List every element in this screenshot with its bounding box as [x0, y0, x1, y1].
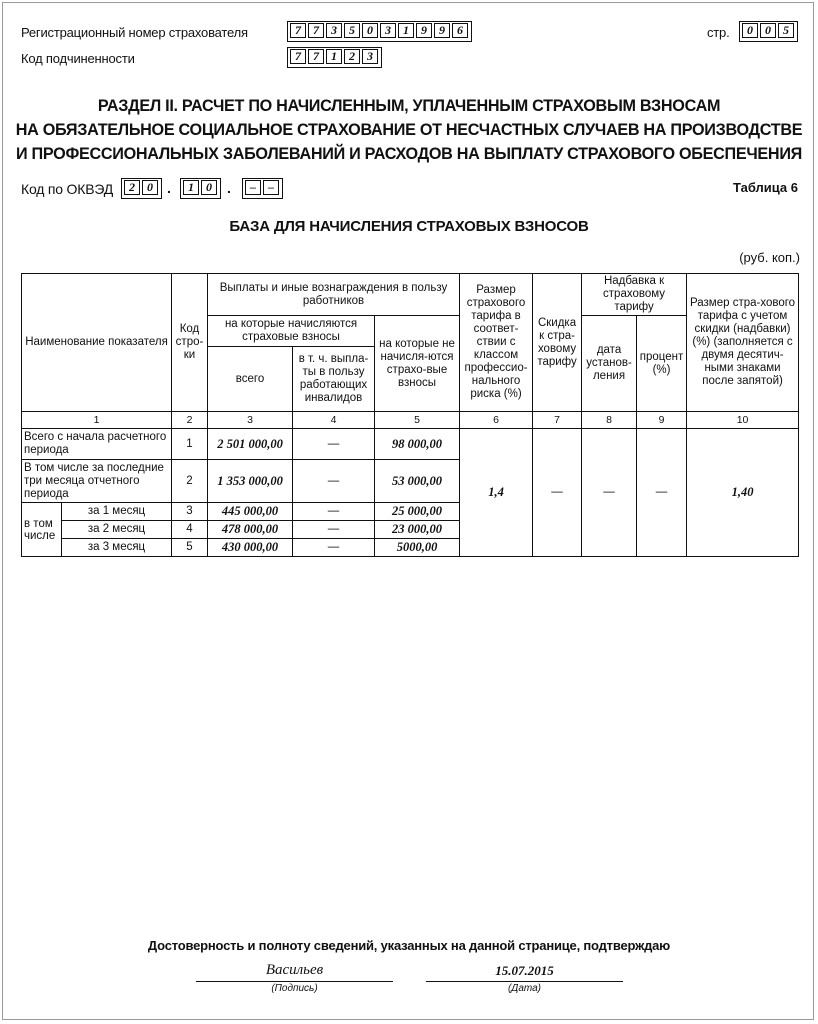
header-tariff: Размер страхового тарифа в соответ-ствии с классом профессио-нального риска (%)	[460, 274, 533, 412]
header-date: дата установ-ления	[582, 316, 637, 412]
row-not-charged: 5000,00	[375, 539, 460, 557]
sub-code-cells	[289, 49, 380, 66]
digit-cell: 0	[201, 180, 217, 195]
row-not-charged: 25 000,00	[375, 503, 460, 521]
header-percent: процент (%)	[637, 316, 687, 412]
column-number: 8	[582, 412, 637, 429]
digit-cell: 0	[742, 23, 758, 38]
row-disabled: —	[293, 460, 375, 503]
digit-cell: –	[245, 180, 261, 195]
header-total: всего	[208, 347, 293, 412]
row-code: 3	[172, 503, 208, 521]
column-number: 7	[533, 412, 582, 429]
table-row	[22, 429, 799, 460]
row-name: за 2 месяц	[62, 521, 172, 539]
row-total: 430 000,00	[208, 539, 293, 557]
digit-cell: 0	[362, 23, 378, 38]
signature-line	[196, 981, 393, 982]
okved-cells-3	[244, 180, 281, 197]
header-disabled: в т. ч. выпла-ты в пользу работающих инвалидов	[293, 347, 375, 412]
page-number-cells	[741, 23, 796, 40]
digit-cell: 3	[326, 23, 342, 38]
sub-code-label: Код подчиненности	[21, 51, 135, 66]
row-name: В том числе за последние три месяца отчетного периода	[22, 460, 172, 503]
okved-dot: .	[167, 180, 171, 196]
sign-date: 15.07.2015	[495, 963, 554, 978]
column-number: 6	[460, 412, 533, 429]
row-total: 2 501 000,00	[208, 429, 293, 460]
header-charged: на которые начисляются страховые взносы	[208, 316, 375, 347]
digit-cell: 7	[308, 49, 324, 64]
column-number: 5	[375, 412, 460, 429]
row-disabled: —	[293, 503, 375, 521]
column-number: 9	[637, 412, 687, 429]
section-title-line: НА ОБЯЗАТЕЛЬНОЕ СОЦИАЛЬНОЕ СТРАХОВАНИЕ ОТ НЕСЧАСТНЫХ СЛУЧАЕВ НА ПРОИЗВОДСТВЕ	[15, 121, 803, 139]
column-number: 4	[293, 412, 375, 429]
final-tariff-value: 1,40	[687, 429, 799, 557]
signature: Васильев	[265, 962, 324, 978]
digit-cell: 3	[380, 23, 396, 38]
okved-cells-2	[182, 180, 219, 197]
table-number: Таблица 6	[732, 180, 798, 195]
digit-cell: 0	[142, 180, 158, 195]
digit-cell: 1	[398, 23, 414, 38]
row-disabled: —	[293, 521, 375, 539]
page-label: стр.	[707, 25, 730, 40]
units-label: (руб. коп.)	[739, 250, 800, 265]
digit-cell: 1	[326, 49, 342, 64]
section-title-line: И ПРОФЕССИОНАЛЬНЫХ ЗАБОЛЕВАНИЙ И РАСХОДОВ НА ВЫПЛАТУ СТРАХОВОГО ОБЕСПЕЧЕНИЯ	[16, 145, 802, 163]
digit-cell: 6	[452, 23, 468, 38]
row-code: 2	[172, 460, 208, 503]
digit-cell: 5	[344, 23, 360, 38]
digit-cell: 7	[290, 23, 306, 38]
header-surcharge: Надбавка к страховому тарифу	[582, 274, 687, 316]
row-code: 1	[172, 429, 208, 460]
digit-cell: 9	[434, 23, 450, 38]
confirmation-text: Достоверность и полноту сведений, указанных на данной странице, подтверждаю	[147, 938, 671, 953]
digit-cell: 7	[290, 49, 306, 64]
column-number: 3	[208, 412, 293, 429]
column-number: 2	[172, 412, 208, 429]
digit-cell: 1	[183, 180, 199, 195]
column-number: 10	[687, 412, 799, 429]
digit-cell: 7	[308, 23, 324, 38]
digit-cell: 0	[760, 23, 776, 38]
date-caption: (Дата)	[507, 983, 542, 994]
row-disabled: —	[293, 539, 375, 557]
row-not-charged: 53 000,00	[375, 460, 460, 503]
discount-value: —	[533, 429, 582, 557]
row-not-charged: 23 000,00	[375, 521, 460, 539]
row-total: 445 000,00	[208, 503, 293, 521]
header-not-charged: на которые не начисля-ются страхо-вые взносы	[375, 316, 460, 412]
row-code: 5	[172, 539, 208, 557]
date-line	[426, 981, 623, 982]
reg-number-cells	[289, 23, 470, 40]
header-name: Наименование показателя	[22, 274, 172, 412]
okved-cells-1	[123, 180, 160, 197]
header-final-tariff: Размер стра-хового тарифа с учетом скидки (надбавки) (%) (заполняется с двумя десятич-ными знаками после запятой)	[687, 274, 799, 412]
section-title-line: РАЗДЕЛ II. РАСЧЕТ ПО НАЧИСЛЕННЫМ, УПЛАЧЕННЫМ СТРАХОВЫМ ВЗНОСАМ	[97, 97, 721, 115]
section-title	[0, 94, 818, 166]
column-number: 1	[22, 412, 172, 429]
surcharge-percent-value: —	[637, 429, 687, 557]
signature-caption: (Подпись)	[271, 983, 318, 994]
row-not-charged: 98 000,00	[375, 429, 460, 460]
header-payments: Выплаты и иные вознаграждения в пользу работников	[208, 274, 460, 316]
digit-cell: 3	[362, 49, 378, 64]
surcharge-date-value: —	[582, 429, 637, 557]
okved-label: Код по ОКВЭД	[21, 181, 114, 197]
digit-cell: 9	[416, 23, 432, 38]
reg-number-label: Регистрационный номер страхователя	[21, 25, 248, 40]
row-name: Всего с начала расчетного периода	[22, 429, 172, 460]
header-discount: Скидка к стра-ховому тарифу	[533, 274, 582, 412]
row-total: 1 353 000,00	[208, 460, 293, 503]
digit-cell: 2	[344, 49, 360, 64]
okved-dot: .	[227, 180, 231, 196]
row-disabled: —	[293, 429, 375, 460]
digit-cell: 2	[124, 180, 140, 195]
tariff-value: 1,4	[460, 429, 533, 557]
row-name: за 3 месяц	[62, 539, 172, 557]
digit-cell: 5	[778, 23, 794, 38]
row-code: 4	[172, 521, 208, 539]
row-total: 478 000,00	[208, 521, 293, 539]
table-title: БАЗА ДЛЯ НАЧИСЛЕНИЯ СТРАХОВЫХ ВЗНОСОВ	[229, 218, 589, 235]
digit-cell: –	[263, 180, 279, 195]
insurance-base-table	[21, 273, 799, 557]
row-name: за 1 месяц	[62, 503, 172, 521]
in-that-number-label: в том числе	[22, 503, 62, 557]
header-code: Код стро-ки	[172, 274, 208, 412]
